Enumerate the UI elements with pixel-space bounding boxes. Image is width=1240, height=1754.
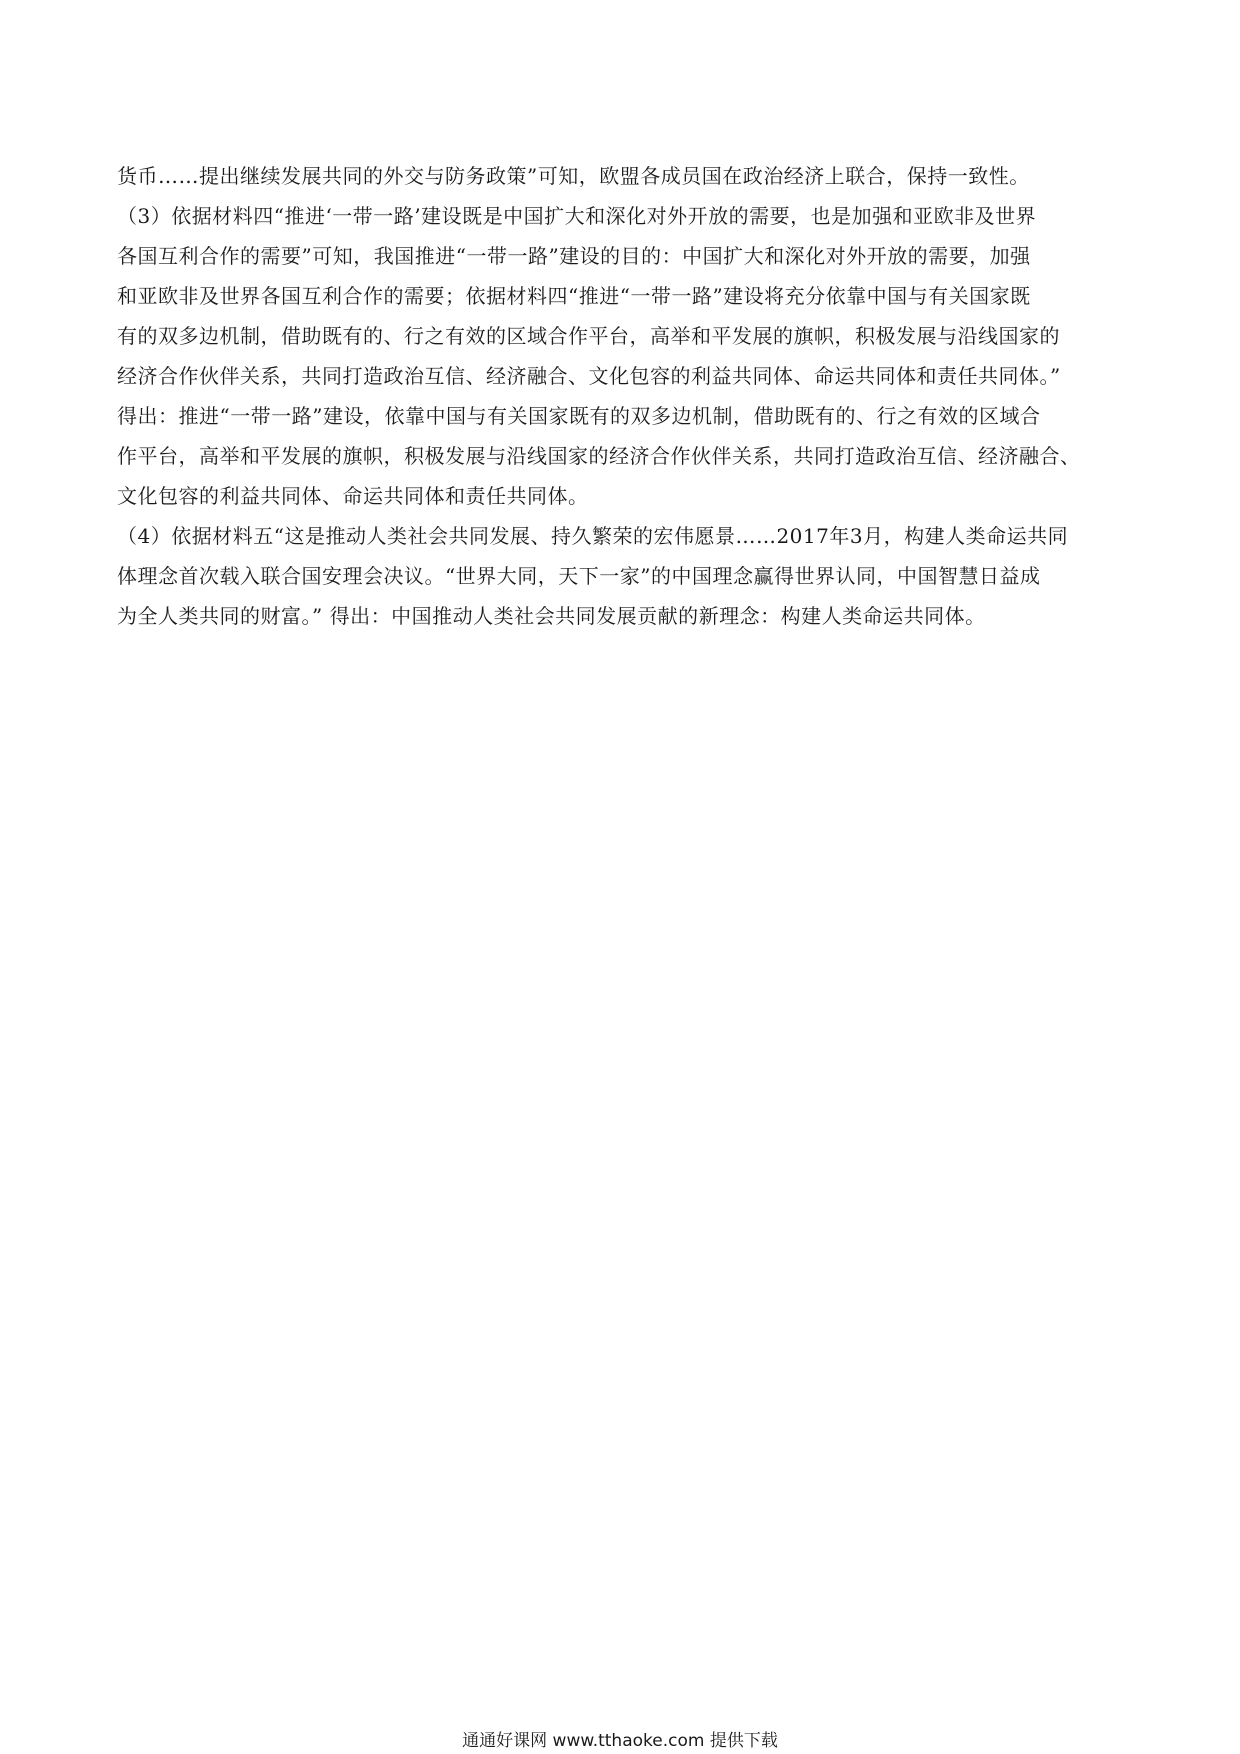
paragraph-line: 文化包容的利益共同体、命运共同体和责任共同体。 <box>117 484 589 508</box>
paragraph-line: 货币……提出继续发展共同的外交与防务政策”可知，欧盟各成员国在政治经济上联合，保持一致性。 <box>117 164 1030 188</box>
paragraph-line: （4）依据材料五“这是推动人类社会共同发展、持久繁荣的宏伟愿景……2017年3月，构建人类命运共同 <box>117 524 1069 548</box>
page-footer: 通通好课网 www.tthaoke.com 提供下载 <box>462 1731 778 1751</box>
paragraph-line: 体理念首次载入联合国安理会决议。“世界大同，天下一家”的中国理念赢得世界认同，中国智慧日益成 <box>117 564 1041 588</box>
paragraph-line: 各国互利合作的需要”可知，我国推进“一带一路”建设的目的：中国扩大和深化对外开放的需要，加强 <box>117 244 1031 268</box>
document-body <box>117 156 1137 636</box>
paragraph-line: 为全人类共同的财富。” 得出：中国推动人类社会共同发展贡献的新理念：构建人类命运共同体。 <box>117 604 986 628</box>
paragraph-line: 作平台，高举和平发展的旗帜，积极发展与沿线国家的经济合作伙伴关系，共同打造政治互信、经济融合、 <box>117 444 1081 468</box>
paragraph-line: 得出：推进“一带一路”建设，依靠中国与有关国家既有的双多边机制，借助既有的、行之有效的区域合 <box>117 404 1041 428</box>
paragraph-line: 和亚欧非及世界各国互利合作的需要；依据材料四“推进“一带一路”建设将充分依靠中国与有关国家既 <box>117 284 1031 308</box>
paragraph-line: 经济合作伙伴关系，共同打造政治互信、经济融合、文化包容的利益共同体、命运共同体和责任共同体。” <box>117 364 1061 388</box>
paragraph-line: （3）依据材料四“推进‘一带一路’建设既是中国扩大和深化对外开放的需要，也是加强和亚欧非及世界 <box>117 204 1037 228</box>
paragraph-line: 有的双多边机制，借助既有的、行之有效的区域合作平台，高举和平发展的旗帜，积极发展与沿线国家的 <box>117 324 1060 348</box>
